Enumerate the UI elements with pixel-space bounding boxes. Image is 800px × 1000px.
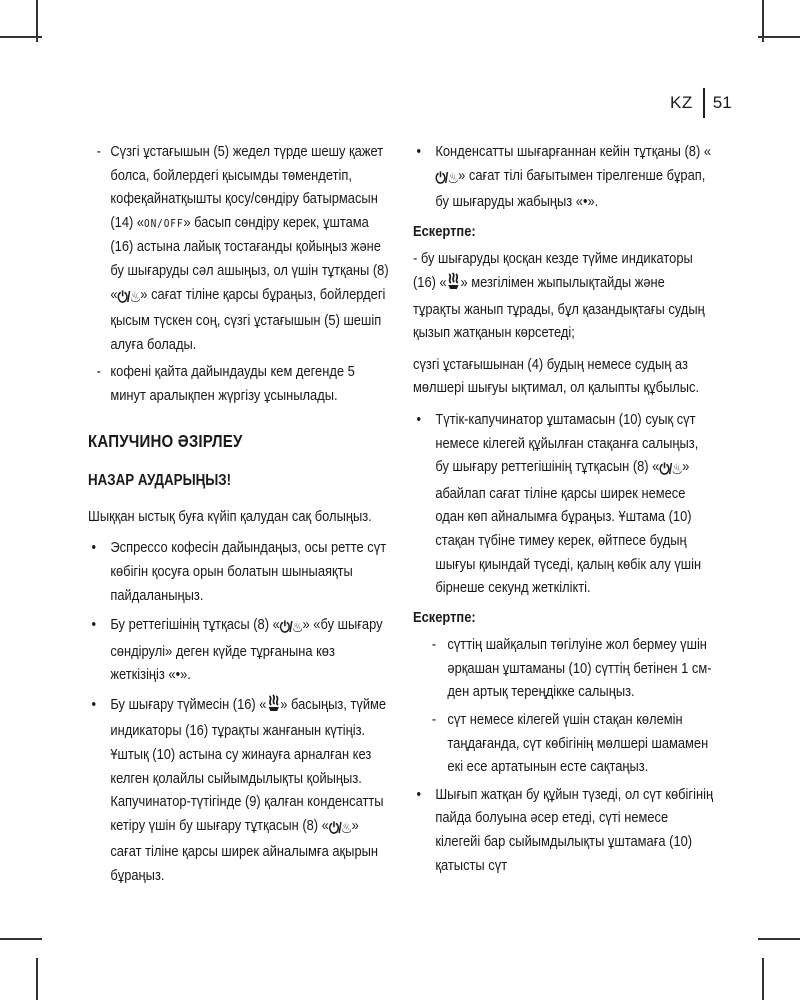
list-item [413,140,713,214]
power-steam-icon: ⏻/♨ [117,288,141,306]
bullet-list [413,783,713,877]
dash-list [413,633,713,779]
text: Эспрессо кофесін дайындаңыз, осы ретте сүт көбігін қосуға орын болатын шыныаяқты пайдаланыңыз. [110,539,387,604]
steam-icon [266,694,280,720]
bullet-list [413,408,713,600]
crop-mark [762,958,764,1000]
bullet-list [88,536,391,887]
warning-text: Шыққан ыстық буға күйіп қалудан сақ болыңыз. [88,507,372,525]
list-item [88,536,391,607]
text: » сағат тіліне қарсы ширек айналымға ақырын бұраңыз. [110,816,379,885]
dash-list [88,140,391,408]
power-steam-icon: ⏻/♨ [279,619,303,637]
text: Бу реттегішінің тұтқасы (8) « [110,616,280,634]
crop-mark [0,938,42,940]
right-column [413,140,713,883]
text: » «бу шығару сөндірулі» деген күйде тұрғанына көз жеткізіңіз «•». [110,616,383,684]
warning-heading: НАЗАР АУДАРЫҢЫЗ! [88,472,232,490]
text: - бу шығаруды қосқан кезде түйме индикаторы (16) « [413,250,693,291]
text: Шығып жатқан бу құйын түзеді, ол сүт көбігінің пайда болуына әсер етеді, сүті немесе кілегейі бар сыйымдылықты ұштамаға (10) қатысты сүт [435,785,714,874]
section-title: КАПУЧИНО ӘЗІРЛЕУ [88,430,243,451]
text: » басып сөндіру керек, ұштама (16) астына лайық тостағанды қойыңыз және бу шығаруды сәл ашыңыз, ол үшін тұтқаны (8) « [110,213,389,303]
crop-mark [758,36,800,38]
on-off-label: ON/OFF [144,216,184,230]
list-item [88,613,391,687]
list-item [422,708,714,779]
text: Түтік-капучинатор ұштамасын (10) суық сүт немесе кілегей құйылған стақанға салыңыз, бу шығару реттегішінің тұтқасын (8) « [435,410,699,476]
header-divider [703,88,705,118]
text: сүттің шайқалып төгілуіне жол бермеу үшін әрқашан ұштаманы (10) сүттің бетінен 1 см-ден артық тереңдікке салыңыз. [447,636,712,701]
text: Сүзгі ұстағышын (5) жедел түрде шешу қажет болса, бойлердегі қысымды төмендетіп, кофеқайнатқышты қосу/сөндіру батырмасын (14) « [110,143,384,231]
list-item [88,140,391,356]
text: Конденсатты шығарғаннан кейін тұтқаны (8) « [435,143,712,160]
text: кофені қайта дайындауды кем дегенде 5 минут аралықпен жүргізу ұсынылады. [110,363,355,404]
note-text: сүзгі ұстағышынан (4) будың немесе судың аз мөлшері шығуы ықтимал, ол қалыпты құбылыс. [413,355,700,397]
list-item [422,633,714,704]
list-item [413,408,713,600]
text: сүт немесе кілегей үшін стақан көлемін таңдағанда, сүт көбігінің мөлшері шамамен екі есе артатынын есте сақтаңыз. [447,711,709,776]
crop-mark [758,938,800,940]
note-heading: Ескертпе: [413,608,476,626]
power-steam-icon: ⏻/♨ [435,169,459,187]
language-code: KZ [670,93,693,112]
power-steam-icon: ⏻/♨ [659,461,683,479]
crop-mark [36,958,38,1000]
crop-mark [0,36,42,38]
steam-icon [447,272,461,298]
text: » мезгілімен жыпылықтайды және тұрақты жанып тұрады, бұл қазандықтағы судың қызып жатқанын көрсетеді; [413,273,705,342]
text: » абайлап сағат тіліне қарсы ширек немесе одан көп айналымға бұраңыз. Ұштама (10) стақан түбіне тимеу керек, өйтпесе будың шығуы қиындай түседі, қалың көбік алу үшін бірнеше секунд жеткілікті. [435,458,702,597]
left-column [88,140,391,894]
bullet-list [413,140,713,214]
text: » сағат тілі бағытымен тірелгенше бұрап, бу шығаруды жабыңыз «•». [435,166,706,211]
text: Бу шығару түймесін (16) « [110,695,267,713]
text: » басыңыз, түйме индикаторы (16) тұрақты жанғанын күтіңіз. Ұштық (10) астына су жинауға арналған кез келген қолайлы сыйымдылықты қойыңыз. Капучинатор-түтігінде (9) қалған конденсатты кетіру үшін бу шығару тұтқасын (8) « [110,695,387,834]
list-item [88,360,391,407]
page-number: 51 [712,93,732,112]
text: » сағат тіліне қарсы бұраңыз, бойлердегі қысым түскен соң, сүзгі ұстағышын (5) шешіп алуға болады. [110,285,386,353]
note-text [413,247,713,344]
list-item [88,693,391,888]
list-item [413,783,713,877]
note-heading: Ескертпе: [413,222,476,240]
power-steam-icon: ⏻/♨ [328,819,352,837]
page-header [670,88,732,118]
